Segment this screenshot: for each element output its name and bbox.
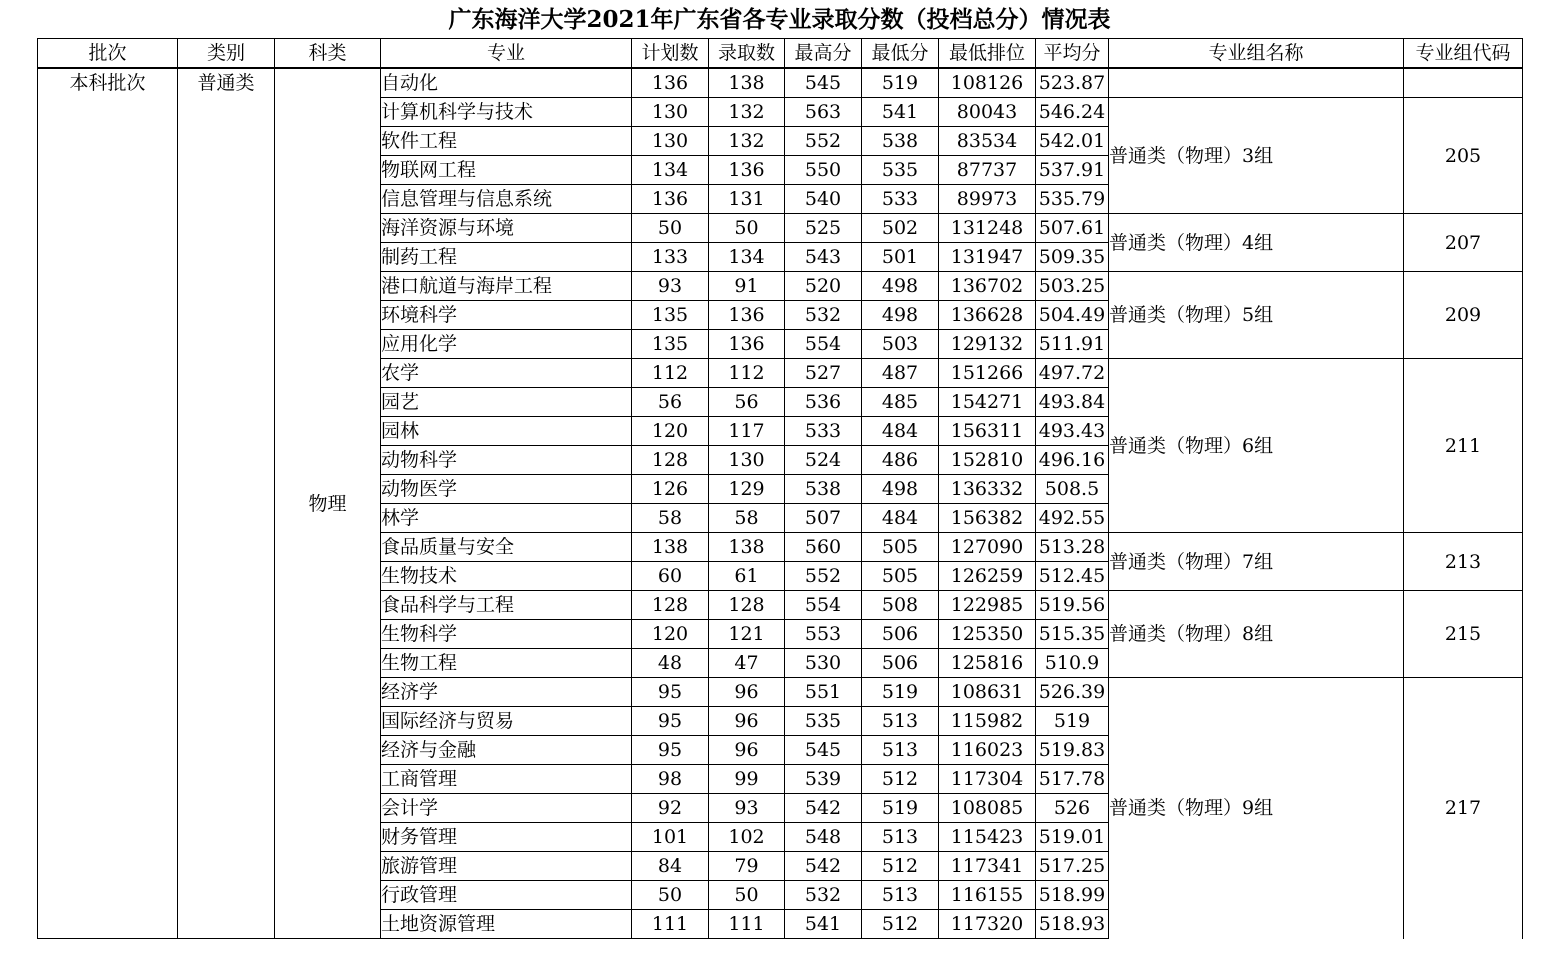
cell-min-rank: 108126	[939, 68, 1036, 98]
cell-major: 食品科学与工程	[381, 591, 632, 620]
cell-min: 508	[862, 591, 939, 620]
cell-major: 制药工程	[381, 243, 632, 272]
cell-major: 港口航道与海岸工程	[381, 272, 632, 301]
header-min-rank: 最低排位	[939, 39, 1036, 69]
cell-min: 535	[862, 156, 939, 185]
cell-plan: 138	[632, 533, 709, 562]
cell-avg: 503.25	[1036, 272, 1109, 301]
cell-min-rank: 136332	[939, 475, 1036, 504]
cell-min: 485	[862, 388, 939, 417]
cell-avg: 535.79	[1036, 185, 1109, 214]
cell-min-rank: 131248	[939, 214, 1036, 243]
cell-avg: 507.61	[1036, 214, 1109, 243]
cell-max: 533	[785, 417, 862, 446]
cell-max: 542	[785, 852, 862, 881]
header-max: 最高分	[785, 39, 862, 69]
cell-max: 560	[785, 533, 862, 562]
cell-min: 513	[862, 736, 939, 765]
cell-min-rank: 80043	[939, 98, 1036, 127]
cell-admitted: 132	[709, 98, 785, 127]
group-name-cell: 普通类（物理）6组	[1109, 359, 1404, 533]
cell-plan: 48	[632, 649, 709, 678]
cell-min-rank: 129132	[939, 330, 1036, 359]
cell-max: 535	[785, 707, 862, 736]
cell-max: 545	[785, 68, 862, 98]
cell-avg: 517.78	[1036, 765, 1109, 794]
cell-max: 540	[785, 185, 862, 214]
cell-major: 经济与金融	[381, 736, 632, 765]
cell-min-rank: 126259	[939, 562, 1036, 591]
group-code-cell: 209	[1404, 272, 1523, 359]
cell-avg: 518.99	[1036, 881, 1109, 910]
cell-plan: 93	[632, 272, 709, 301]
cell-min-rank: 87737	[939, 156, 1036, 185]
cell-avg: 496.16	[1036, 446, 1109, 475]
cell-min-rank: 108085	[939, 794, 1036, 823]
group-name-cell: 普通类（物理）4组	[1109, 214, 1404, 272]
header-group-name: 专业组名称	[1109, 39, 1404, 69]
header-min: 最低分	[862, 39, 939, 69]
cell-plan: 56	[632, 388, 709, 417]
cell-min: 502	[862, 214, 939, 243]
cell-min: 498	[862, 272, 939, 301]
cell-max: 524	[785, 446, 862, 475]
cell-min: 487	[862, 359, 939, 388]
cell-plan: 95	[632, 678, 709, 707]
cell-major: 财务管理	[381, 823, 632, 852]
cell-min-rank: 136702	[939, 272, 1036, 301]
cell-avg: 512.45	[1036, 562, 1109, 591]
cell-max: 553	[785, 620, 862, 649]
cell-min: 498	[862, 475, 939, 504]
cell-major: 会计学	[381, 794, 632, 823]
cell-min-rank: 83534	[939, 127, 1036, 156]
cell-plan: 130	[632, 127, 709, 156]
cell-min-rank: 122985	[939, 591, 1036, 620]
cell-max: 548	[785, 823, 862, 852]
group-code-cell: 211	[1404, 359, 1523, 533]
cell-avg: 523.87	[1036, 68, 1109, 98]
cell-avg: 517.25	[1036, 852, 1109, 881]
cell-min: 506	[862, 620, 939, 649]
cell-min: 486	[862, 446, 939, 475]
category-cell: 普通类	[178, 68, 275, 939]
cell-plan: 128	[632, 591, 709, 620]
header-plan: 计划数	[632, 39, 709, 69]
cell-max: 563	[785, 98, 862, 127]
cell-avg: 508.5	[1036, 475, 1109, 504]
cell-min: 513	[862, 707, 939, 736]
cell-avg: 504.49	[1036, 301, 1109, 330]
cell-plan: 133	[632, 243, 709, 272]
cell-admitted: 117	[709, 417, 785, 446]
cell-avg: 513.28	[1036, 533, 1109, 562]
cell-major: 环境科学	[381, 301, 632, 330]
cell-min-rank: 136628	[939, 301, 1036, 330]
cell-admitted: 134	[709, 243, 785, 272]
cell-avg: 519.56	[1036, 591, 1109, 620]
header-row	[38, 39, 1523, 69]
cell-min: 512	[862, 765, 939, 794]
cell-admitted: 96	[709, 678, 785, 707]
cell-avg: 526	[1036, 794, 1109, 823]
cell-min: 519	[862, 678, 939, 707]
cell-avg: 497.72	[1036, 359, 1109, 388]
cell-plan: 136	[632, 68, 709, 98]
cell-admitted: 138	[709, 68, 785, 98]
header-avg: 平均分	[1036, 39, 1109, 69]
cell-major: 农学	[381, 359, 632, 388]
cell-max: 554	[785, 591, 862, 620]
cell-plan: 84	[632, 852, 709, 881]
cell-admitted: 91	[709, 272, 785, 301]
cell-min-rank: 125816	[939, 649, 1036, 678]
page-title: 广东海洋大学2021年广东省各专业录取分数（投档总分）情况表	[448, 6, 1111, 33]
cell-min: 505	[862, 533, 939, 562]
cell-min-rank: 151266	[939, 359, 1036, 388]
cell-min-rank: 116155	[939, 881, 1036, 910]
cell-admitted: 56	[709, 388, 785, 417]
cell-avg: 537.91	[1036, 156, 1109, 185]
cell-min: 519	[862, 794, 939, 823]
table-body	[38, 68, 1523, 939]
cell-min-rank: 125350	[939, 620, 1036, 649]
header-category: 类别	[178, 39, 275, 69]
group-code-cell: 215	[1404, 591, 1523, 678]
cell-avg: 509.35	[1036, 243, 1109, 272]
cell-min: 513	[862, 881, 939, 910]
cell-avg: 518.93	[1036, 910, 1109, 939]
table-row	[38, 68, 1523, 98]
cell-avg: 519.83	[1036, 736, 1109, 765]
cell-admitted: 50	[709, 214, 785, 243]
header-batch: 批次	[38, 39, 178, 69]
group-code-cell: 205	[1404, 98, 1523, 214]
group-name-cell: 普通类（物理）7组	[1109, 533, 1404, 591]
cell-plan: 128	[632, 446, 709, 475]
cell-plan: 135	[632, 301, 709, 330]
cell-max: 550	[785, 156, 862, 185]
cell-admitted: 131	[709, 185, 785, 214]
cell-avg: 546.24	[1036, 98, 1109, 127]
group-name-cell	[1109, 68, 1404, 98]
cell-avg: 493.84	[1036, 388, 1109, 417]
cell-plan: 50	[632, 214, 709, 243]
cell-admitted: 61	[709, 562, 785, 591]
cell-admitted: 132	[709, 127, 785, 156]
cell-avg: 515.35	[1036, 620, 1109, 649]
cell-max: 525	[785, 214, 862, 243]
group-code-cell	[1404, 68, 1523, 98]
cell-max: 552	[785, 127, 862, 156]
cell-major: 物联网工程	[381, 156, 632, 185]
cell-max: 554	[785, 330, 862, 359]
cell-major: 园艺	[381, 388, 632, 417]
cell-min: 519	[862, 68, 939, 98]
cell-max: 507	[785, 504, 862, 533]
cell-plan: 92	[632, 794, 709, 823]
admission-table	[37, 38, 1523, 939]
cell-avg: 519.01	[1036, 823, 1109, 852]
cell-max: 539	[785, 765, 862, 794]
header-subject: 科类	[275, 39, 381, 69]
cell-plan: 95	[632, 707, 709, 736]
cell-max: 532	[785, 301, 862, 330]
group-name-cell: 普通类（物理）3组	[1109, 98, 1404, 214]
header-major: 专业	[381, 39, 632, 69]
cell-major: 计算机科学与技术	[381, 98, 632, 127]
cell-min-rank: 152810	[939, 446, 1036, 475]
cell-min-rank: 131947	[939, 243, 1036, 272]
cell-min: 512	[862, 852, 939, 881]
group-name-cell: 普通类（物理）9组	[1109, 678, 1404, 939]
cell-admitted: 50	[709, 881, 785, 910]
cell-min: 503	[862, 330, 939, 359]
cell-avg: 493.43	[1036, 417, 1109, 446]
cell-major: 旅游管理	[381, 852, 632, 881]
header-admitted: 录取数	[709, 39, 785, 69]
cell-max: 551	[785, 678, 862, 707]
cell-max: 538	[785, 475, 862, 504]
cell-max: 545	[785, 736, 862, 765]
cell-min-rank: 154271	[939, 388, 1036, 417]
cell-major: 经济学	[381, 678, 632, 707]
cell-min-rank: 156382	[939, 504, 1036, 533]
cell-avg: 519	[1036, 707, 1109, 736]
cell-plan: 126	[632, 475, 709, 504]
cell-max: 520	[785, 272, 862, 301]
cell-max: 542	[785, 794, 862, 823]
group-code-cell: 207	[1404, 214, 1523, 272]
cell-min: 498	[862, 301, 939, 330]
cell-plan: 101	[632, 823, 709, 852]
cell-major: 生物技术	[381, 562, 632, 591]
cell-plan: 120	[632, 417, 709, 446]
cell-admitted: 129	[709, 475, 785, 504]
cell-min: 501	[862, 243, 939, 272]
cell-major: 生物科学	[381, 620, 632, 649]
cell-avg: 492.55	[1036, 504, 1109, 533]
cell-major: 自动化	[381, 68, 632, 98]
cell-admitted: 138	[709, 533, 785, 562]
cell-avg: 542.01	[1036, 127, 1109, 156]
cell-min-rank: 116023	[939, 736, 1036, 765]
cell-min: 533	[862, 185, 939, 214]
cell-admitted: 121	[709, 620, 785, 649]
cell-major: 园林	[381, 417, 632, 446]
cell-plan: 111	[632, 910, 709, 939]
cell-max: 541	[785, 910, 862, 939]
cell-plan: 120	[632, 620, 709, 649]
cell-major: 动物医学	[381, 475, 632, 504]
cell-admitted: 136	[709, 156, 785, 185]
cell-major: 食品质量与安全	[381, 533, 632, 562]
cell-avg: 511.91	[1036, 330, 1109, 359]
cell-min: 484	[862, 504, 939, 533]
cell-plan: 130	[632, 98, 709, 127]
cell-admitted: 79	[709, 852, 785, 881]
cell-admitted: 99	[709, 765, 785, 794]
cell-min: 512	[862, 910, 939, 939]
cell-admitted: 130	[709, 446, 785, 475]
cell-plan: 135	[632, 330, 709, 359]
group-name-cell: 普通类（物理）8组	[1109, 591, 1404, 678]
group-code-cell: 217	[1404, 678, 1523, 939]
cell-plan: 50	[632, 881, 709, 910]
cell-major: 林学	[381, 504, 632, 533]
cell-max: 552	[785, 562, 862, 591]
batch-cell: 本科批次	[38, 68, 178, 939]
header-group-code: 专业组代码	[1404, 39, 1523, 69]
cell-major: 生物工程	[381, 649, 632, 678]
cell-min: 541	[862, 98, 939, 127]
subject-cell: 物理	[275, 68, 381, 939]
cell-min-rank: 108631	[939, 678, 1036, 707]
cell-major: 土地资源管理	[381, 910, 632, 939]
cell-max: 530	[785, 649, 862, 678]
cell-plan: 58	[632, 504, 709, 533]
cell-admitted: 102	[709, 823, 785, 852]
cell-max: 527	[785, 359, 862, 388]
cell-major: 工商管理	[381, 765, 632, 794]
cell-admitted: 111	[709, 910, 785, 939]
cell-max: 536	[785, 388, 862, 417]
cell-min-rank: 156311	[939, 417, 1036, 446]
cell-plan: 60	[632, 562, 709, 591]
group-code-cell: 213	[1404, 533, 1523, 591]
cell-min-rank: 115982	[939, 707, 1036, 736]
cell-admitted: 96	[709, 707, 785, 736]
cell-plan: 98	[632, 765, 709, 794]
cell-admitted: 128	[709, 591, 785, 620]
cell-max: 543	[785, 243, 862, 272]
cell-major: 动物科学	[381, 446, 632, 475]
cell-min: 506	[862, 649, 939, 678]
cell-admitted: 58	[709, 504, 785, 533]
cell-avg: 526.39	[1036, 678, 1109, 707]
cell-plan: 95	[632, 736, 709, 765]
cell-min-rank: 117304	[939, 765, 1036, 794]
group-name-cell: 普通类（物理）5组	[1109, 272, 1404, 359]
cell-major: 软件工程	[381, 127, 632, 156]
cell-min: 538	[862, 127, 939, 156]
cell-admitted: 96	[709, 736, 785, 765]
cell-plan: 136	[632, 185, 709, 214]
cell-major: 应用化学	[381, 330, 632, 359]
cell-admitted: 136	[709, 301, 785, 330]
cell-min: 505	[862, 562, 939, 591]
cell-major: 国际经济与贸易	[381, 707, 632, 736]
cell-min-rank: 115423	[939, 823, 1036, 852]
cell-admitted: 93	[709, 794, 785, 823]
cell-min-rank: 127090	[939, 533, 1036, 562]
cell-major: 信息管理与信息系统	[381, 185, 632, 214]
cell-admitted: 47	[709, 649, 785, 678]
cell-admitted: 112	[709, 359, 785, 388]
cell-plan: 112	[632, 359, 709, 388]
cell-min-rank: 89973	[939, 185, 1036, 214]
cell-min-rank: 117341	[939, 852, 1036, 881]
cell-major: 海洋资源与环境	[381, 214, 632, 243]
cell-min: 484	[862, 417, 939, 446]
cell-major: 行政管理	[381, 881, 632, 910]
cell-admitted: 136	[709, 330, 785, 359]
cell-min: 513	[862, 823, 939, 852]
cell-plan: 134	[632, 156, 709, 185]
cell-max: 532	[785, 881, 862, 910]
cell-min-rank: 117320	[939, 910, 1036, 939]
cell-avg: 510.9	[1036, 649, 1109, 678]
